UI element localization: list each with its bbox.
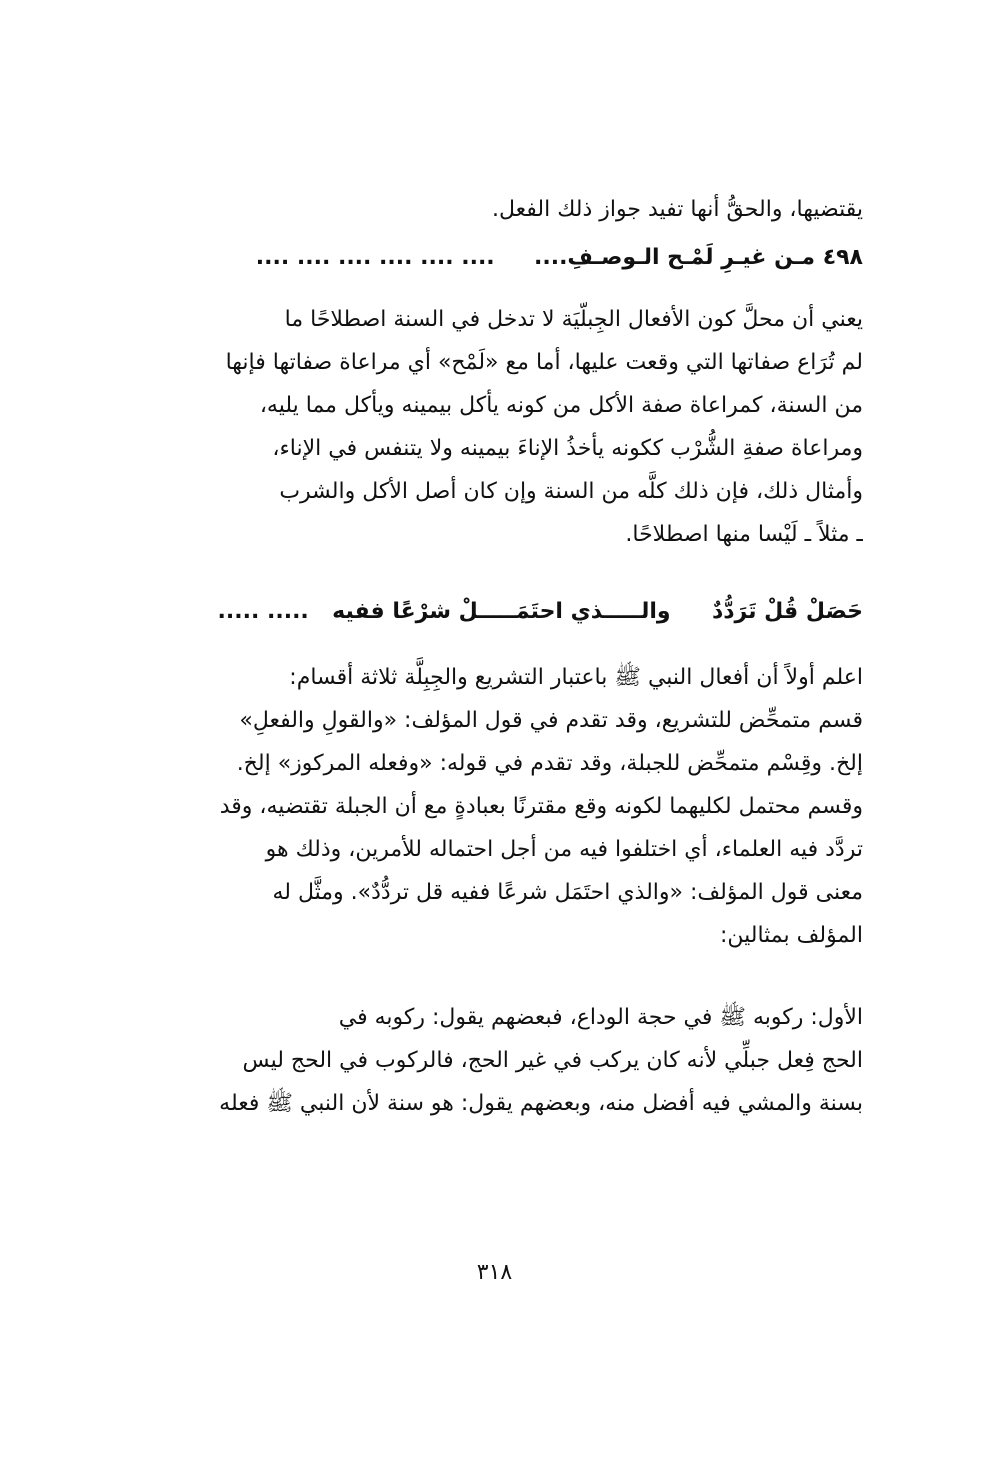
text-line: وأمثال ذلك، فإن ذلك كلَّه من السنة وإن كان أصل الأكل والشرب xyxy=(279,479,863,504)
verse-498 xyxy=(103,236,863,279)
text-line: الحج فِعل جبلِّي لأنه كان يركب في غير الحج، فالركوب في الحج ليس xyxy=(242,1048,863,1073)
text-line: يقتضيها، والحقُّ أنها تفيد جواز ذلك الفعل. xyxy=(492,197,863,222)
paragraph-explanation-498 xyxy=(103,298,863,556)
text-line: الأول: ركوبه ﷺ في حجة الوداع، فبعضهم يقول: ركوبه في xyxy=(338,1005,863,1030)
verse-text: ٤٩٨ مـن غيـرِ لَمْـح الـوصـفِ.... xyxy=(534,245,863,270)
text-line: قسم متمحِّض للتشريع، وقد تقدم في قول المؤلف: «والقولِ والفعلِ» xyxy=(239,708,863,733)
text-line: إلخ. وقِسْم متمحِّض للجبلة، وقد تقدم في قوله: «وفعله المركوز» إلخ. xyxy=(236,751,863,776)
text-line: ومراعاة صفةِ الشُّرْب ككونه يأخذُ الإناءَ بيمينه ولا يتنفس في الإناء، xyxy=(272,436,863,461)
text-line: تردَّد فيه العلماء، أي اختلفوا فيه من أجل احتماله للأمرين، وذلك هو xyxy=(265,837,863,862)
text-line: معنى قول المؤلف: «والذي احتَمَل شرعًا ففيه قل تردُّدٌ». ومثَّل له xyxy=(272,880,863,905)
verse-dots: ..... ..... xyxy=(217,599,309,624)
text-line: اعلم أولاً أن أفعال النبي ﷺ باعتبار التشريع والجِبِلَّة ثلاثة أقسام: xyxy=(289,665,863,690)
text-line: ـ مثلاً ـ لَيْسا منها اصطلاحًا. xyxy=(625,522,863,547)
paragraph-explanation-499 xyxy=(103,656,863,957)
verse-line xyxy=(103,590,863,633)
text-line: وقسم محتمل لكليهما لكونه وقع مقترنًا بعبادةٍ مع أن الجبلة تقتضيه، وقد xyxy=(219,794,863,819)
text-line: بسنة والمشي فيه أفضل منه، وبعضهم يقول: هو سنة لأن النبي ﷺ فعله xyxy=(219,1091,863,1116)
verse-499 xyxy=(103,590,863,633)
page-number: ٣١٨ xyxy=(476,1260,513,1285)
verse-hemistich-first: حَصَلْ قُلْ تَرَدُّدٌ xyxy=(711,599,863,624)
text-line: لم تُرَاع صفاتها التي وقعت عليها، أما مع «لَمْح» أي مراعاة صفاتها فإنها xyxy=(225,350,863,375)
text-line: من السنة، كمراعاة صفة الأكل من كونه يأكل بيمينه ويأكل مما يليه، xyxy=(259,393,863,418)
verse-dots: .... .... .... .... .... .... xyxy=(255,245,495,270)
text-line: يعني أن محلَّ كون الأفعال الجِبلّيَة لا تدخل في السنة اصطلاحًا ما xyxy=(284,307,863,332)
paragraph-continuation xyxy=(103,188,863,231)
verse-line xyxy=(103,236,863,279)
text-line: المؤلف بمثالين: xyxy=(719,923,863,948)
verse-hemistich-second: والـــــذي احتَمَـــــلْ شرْعًا ففيه xyxy=(332,599,671,624)
paragraph-first-example xyxy=(103,996,863,1125)
